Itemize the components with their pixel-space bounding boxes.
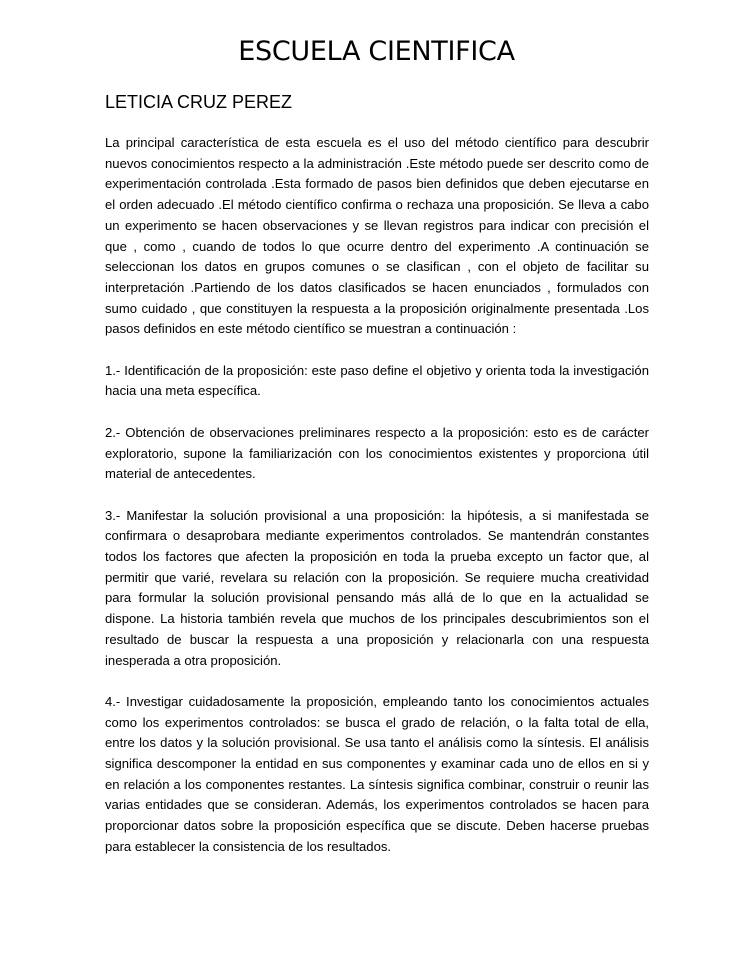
step-3-paragraph: 3.- Manifestar la solución provisional a una proposición: la hipótesis, a si manifestada se confirmara o desaprobara mediante experimentos controlados. Se mantendrán constantes todos los factores que afecten la proposición en toda la prueba excepto un factor que, al permitir que varié, revelara su relación con la proposición. Se requiere mucha creatividad para formular la solución provisional pensando más allá de lo que en la actualidad se dispone. La historia también revela que muchos de los principales descubrimientos son el resultado de buscar la respuesta a una proposición y relacionarla con una respuesta inesperada a otra proposición. [105,507,649,668]
author-name: LETICIA CRUZ PEREZ [105,92,293,112]
step-4-paragraph: 4.- Investigar cuidadosamente la proposición, empleando tanto los conocimientos actuales como los experimentos controlados: se busca el grado de relación, o la falta total de ella, entre los datos y la solución provisional. Se usa tanto el análisis como la síntesis. El análisis significa descomponer la entidad en sus componentes y examinar cada uno de ellos en si y en relación a los componentes restantes. La síntesis significa combinar, construir o reunir las varias entidades que se consideran. Además, los experimentos controlados se hacen para proporcionar datos sobre la proposición específica que se discute. Deben hacerse pruebas para establecer la consistencia de los resultados. [105,693,649,854]
step-2-paragraph: 2.- Obtención de observaciones preliminares respecto a la proposición: esto es de carácter exploratorio, supone la familiarización con los conocimientos existentes y proporciona útil material de antecedentes. [105,424,649,482]
step-1-paragraph: 1.- Identificación de la proposición: este paso define el objetivo y orienta toda la investigación hacia una meta específica. [105,362,649,399]
intro-paragraph: La principal característica de esta escuela es el uso del método científico para descubrir nuevos conocimientos respecto a la administración .Este método puede ser descrito como de experimentación controlada .Esta formado de pasos bien definidos que deben ejecutarse en el orden adecuado .El método científico confirma o rechaza una proposición. Se lleva a cabo un experimento se hacen observaciones y se llevan registros para indicar con precisión el que , como , cuando de todos lo que ocurre dentro del experimento .A continuación se seleccionan los datos en grupos comunes o se clasifican , con el objeto de facilitar su interpretación .Partiendo de los datos clasificados se hacen enunciados , formulados con sumo cuidado , que constituyen la respuesta a la proposición originalmente presentada .Los pasos definidos en este método científico se muestran a continuación : [105,135,649,337]
document-body [105,133,649,878]
document-title: ESCUELA CIENTIFICA [238,36,515,67]
